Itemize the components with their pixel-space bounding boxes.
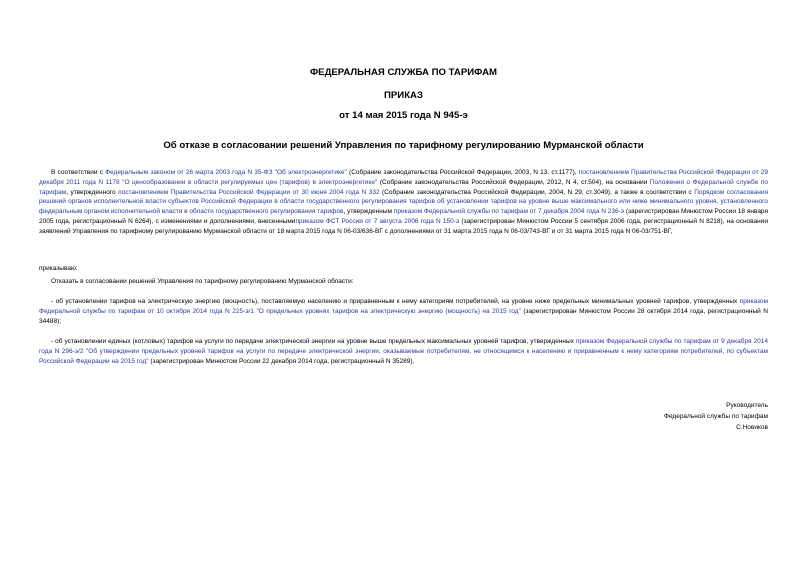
- signature-role: Руководитель: [726, 402, 768, 409]
- link-federal-law-35fz[interactable]: Федеральным законом от 26 марта 2003 года N 35-ФЗ "Об электроэнергетике": [105, 169, 347, 176]
- link-approval-procedure[interactable]: Порядком согласования решений органов исполнительной власти субъектов Российской Федерации в области государственного регулирования тарифов об установлении тарифов на уровне выше максимального или ниже минимального уровня, установленного федеральным органом исполнительной власти в области государственного регулирования тарифов: [39, 188, 769, 216]
- preamble-text: (зарегистрирован Минюстом России 18 января 2005 года, регистрационный N 6264), с изменениями и дополнениями, внесенными: [39, 208, 768, 225]
- list-item-transmission-tariffs: [39, 337, 768, 366]
- document-title: Об отказе в согласовании решений Управления по тарифному регулированию Мурманской области: [163, 140, 644, 151]
- link-government-decree-332[interactable]: постановлением Правительства Российской Федерации от 30 июня 2004 года N 332: [118, 188, 380, 196]
- agency-title: ФЕДЕРАЛЬНАЯ СЛУЖБА ПО ТАРИФАМ: [309, 67, 498, 78]
- preamble-text: (зарегистрирован Минюстом России 5 сентября 2006 года, регистрационный N 8218), на основании заявлений Управления по тарифному регулированию Мурманской области от 18 марта 2015 года N 06-03/636-ВГ с дополнениями от 31 марта 2015 года N 06-03/743-ВГ и от 31 марта 2015 года N 06-03/751-ВГ,: [39, 217, 768, 235]
- link-fst-order-236e[interactable]: приказом Федеральной службы по тарифам от 7 декабря 2004 года N 236-э: [393, 208, 625, 216]
- preamble-text: В соответствии с: [51, 169, 106, 176]
- preamble-paragraph: [39, 168, 768, 237]
- refuse-intro: [39, 277, 768, 287]
- preamble-text: , утвержденного: [66, 188, 119, 196]
- document-date-number: от 14 мая 2015 года N 945-э: [339, 110, 468, 121]
- link-fst-order-150e[interactable]: приказом ФСТ России от 7 августа 2006 года N 150-э: [295, 217, 460, 225]
- signature-organization: Федеральной службы по тарифам: [664, 413, 768, 420]
- preamble-text: (Собрание законодательства Российской Федерации, 2012, N 4, ст.504), на основании: [377, 178, 650, 186]
- signature-block: [664, 400, 768, 433]
- preamble-text: (Собрание законодательства Российской Федерации, 2004, N 29, ст.3049), а также в соответствии с: [379, 188, 695, 196]
- item-text: - об установлении тарифов на электрическую энергию (мощность), поставляемую населению и приравненным к нему категориям потребителей, на уровне ниже предельных минимальных уровней тарифов, утвержденных: [51, 298, 740, 305]
- item-text: - об установлении единых (котловых) тарифов на услуги по передаче электрической энергии на уровне выше предельных максимальных уровней тарифов, утвержденных: [51, 338, 576, 345]
- item-text: (зарегистрирован Минюстом России 22 декабря 2014 года, регистрационный N 35289).: [148, 357, 415, 365]
- link-government-decree-1178[interactable]: постановлением Правительства Российской Федерации от 29 декабря 2011 года N 1178 "О ценообразовании в области регулируемых цен (тарифов) в электроэнергетике": [39, 169, 768, 186]
- preamble-text: , утвержденным: [343, 208, 394, 216]
- link-fst-order-225e1[interactable]: приказом Федеральной службы по тарифам от 10 октября 2014 года N 225-э/1 "О предельных уровнях тарифов на электрическую энергию (мощность) на 2015 год": [39, 298, 768, 315]
- signature-name: С.Новиков: [736, 424, 768, 431]
- link-fst-regulation[interactable]: Положения о Федеральной службе по тарифам: [39, 178, 768, 196]
- item-text: (зарегистрирован Минюстом России 28 октября 2014 года, регистрационный N 34488);: [39, 307, 768, 325]
- list-item-tariffs-population: [39, 297, 768, 326]
- document-type: ПРИКАЗ: [384, 90, 423, 101]
- refuse-intro-text: Отказать в согласовании решений Управления по тарифному регулированию Мурманской области:: [51, 278, 354, 285]
- order-word: приказываю:: [39, 265, 78, 272]
- preamble-text: (Собрание законодательства Российской Федерации, 2003, N 13, ст.1177),: [346, 169, 579, 176]
- link-fst-order-296e2[interactable]: приказом Федеральной службы по тарифам от 9 декабря 2014 года N 296-э/2 "Об утверждении предельных уровней тарифов на услуги по передаче электрической энергии, оказываемые потребителям, не относящимся к населению и приравненным к нему категориям потребителей, по субъектам Российской Федерации на 2015 год": [39, 338, 768, 365]
